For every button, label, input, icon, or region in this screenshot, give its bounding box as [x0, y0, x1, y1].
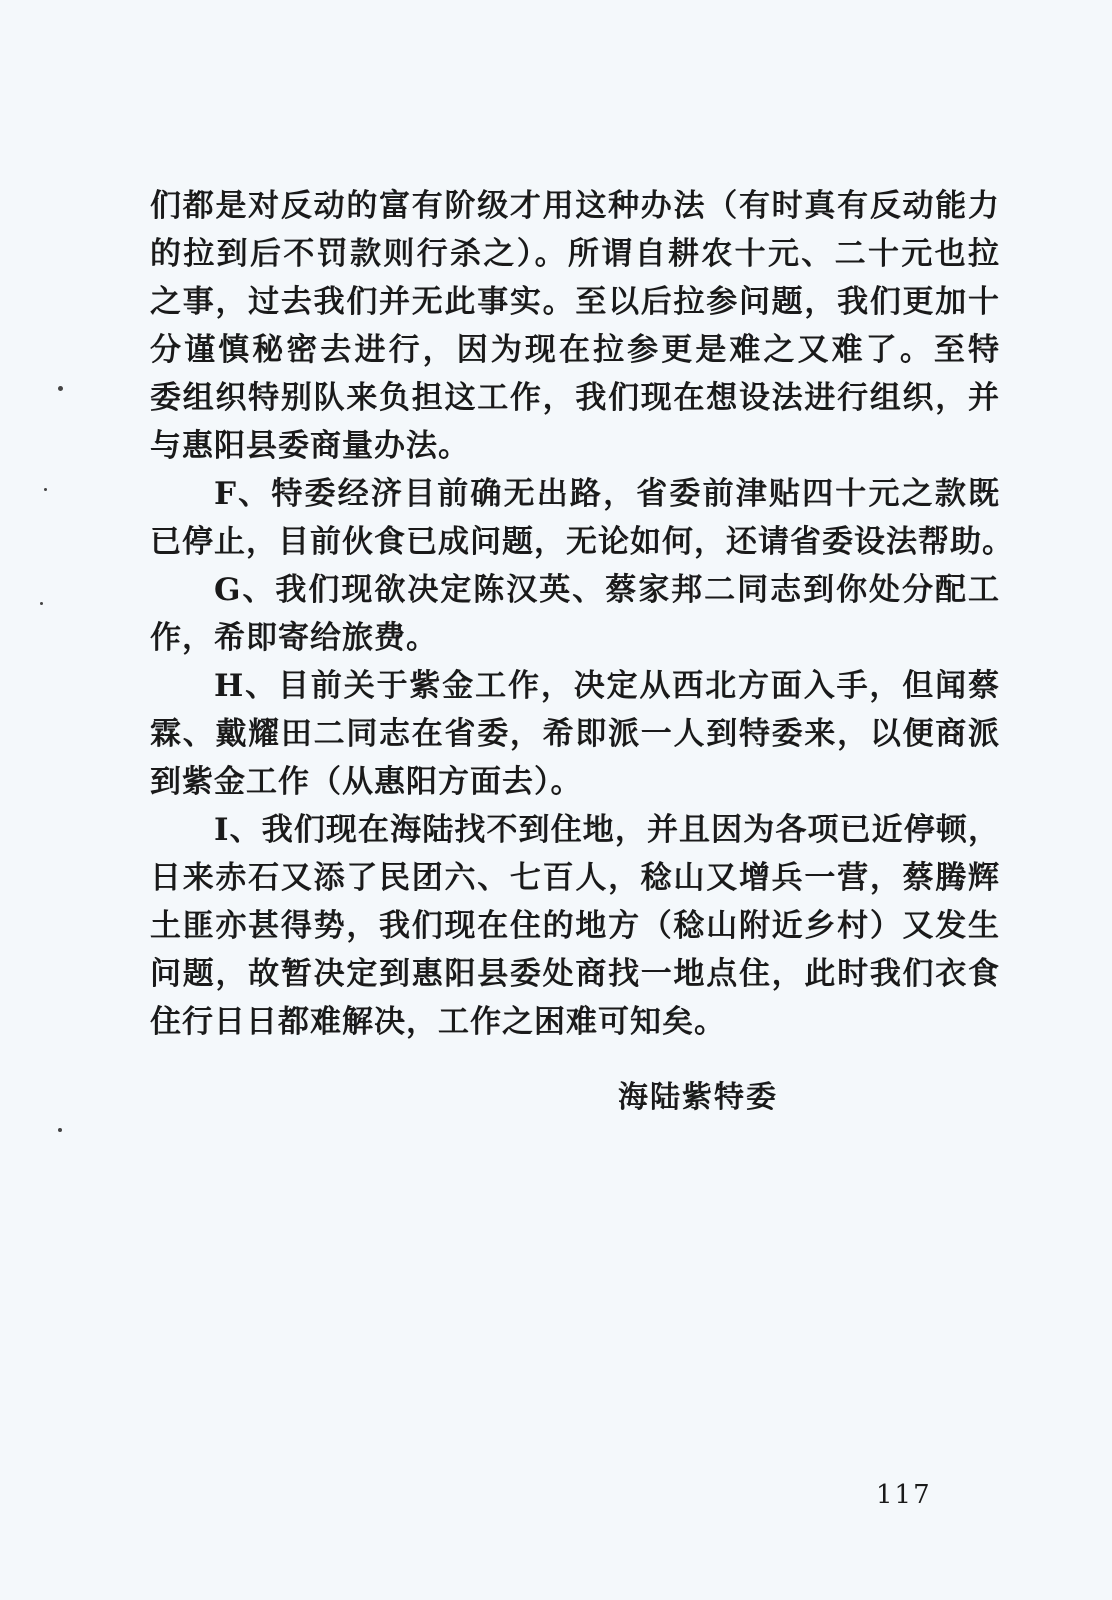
text-line: 日来赤石又添了民团六、七百人，稔山又增兵一营，蔡腾辉 [150, 860, 1000, 896]
text-line: 们都是对反动的富有阶级才用这种办法（有时真有反动能力 [150, 188, 1000, 224]
text-line: I、我们现在海陆找不到住地，并且因为各项已近停顿， [214, 812, 1000, 848]
scan-speck [58, 1128, 62, 1132]
text-line: 土匪亦甚得势，我们现在住的地方（稔山附近乡村）又发生 [150, 908, 1000, 944]
text-line: F、特委经济目前确无出路，省委前津贴四十元之款既 [214, 476, 1000, 512]
text-line: 霖、戴耀田二同志在省委，希即派一人到特委来，以便商派 [150, 716, 1000, 752]
text-line: 问题，故暂决定到惠阳县委处商找一地点住，此时我们衣食 [150, 956, 1000, 992]
text-line: 委组织特别队来负担这工作，我们现在想设法进行组织，并 [150, 380, 1000, 416]
page-number: 117 [876, 1480, 932, 1510]
scan-speck [40, 602, 43, 605]
text-line: 与惠阳县委商量办法。 [150, 428, 470, 464]
scan-speck [58, 386, 63, 391]
text-line: G、我们现欲决定陈汉英、蔡家邦二同志到你处分配工 [214, 572, 1000, 608]
text-line: H、目前关于紫金工作，决定从西北方面入手，但闻蔡 [214, 668, 1000, 704]
text-line: 住行日日都难解决，工作之困难可知矣。 [150, 1004, 726, 1040]
text-line: 到紫金工作（从惠阳方面去）。 [150, 764, 583, 800]
scan-speck [44, 488, 47, 491]
text-line: 之事，过去我们并无此事实。至以后拉参问题，我们更加十 [150, 284, 1000, 320]
text-line: 作，希即寄给旅费。 [150, 620, 438, 656]
text-line: 的拉到后不罚款则行杀之）。所谓自耕农十元、二十元也拉 [150, 236, 1000, 272]
text-line: 分谨慎秘密去进行，因为现在拉参更是难之又难了。至特 [150, 332, 1000, 368]
body-text [150, 182, 1014, 1046]
signature: 海陆紫特委 [618, 1080, 778, 1115]
text-line: 已停止，目前伙食已成问题，无论如何，还请省委设法帮助。 [150, 524, 1014, 560]
